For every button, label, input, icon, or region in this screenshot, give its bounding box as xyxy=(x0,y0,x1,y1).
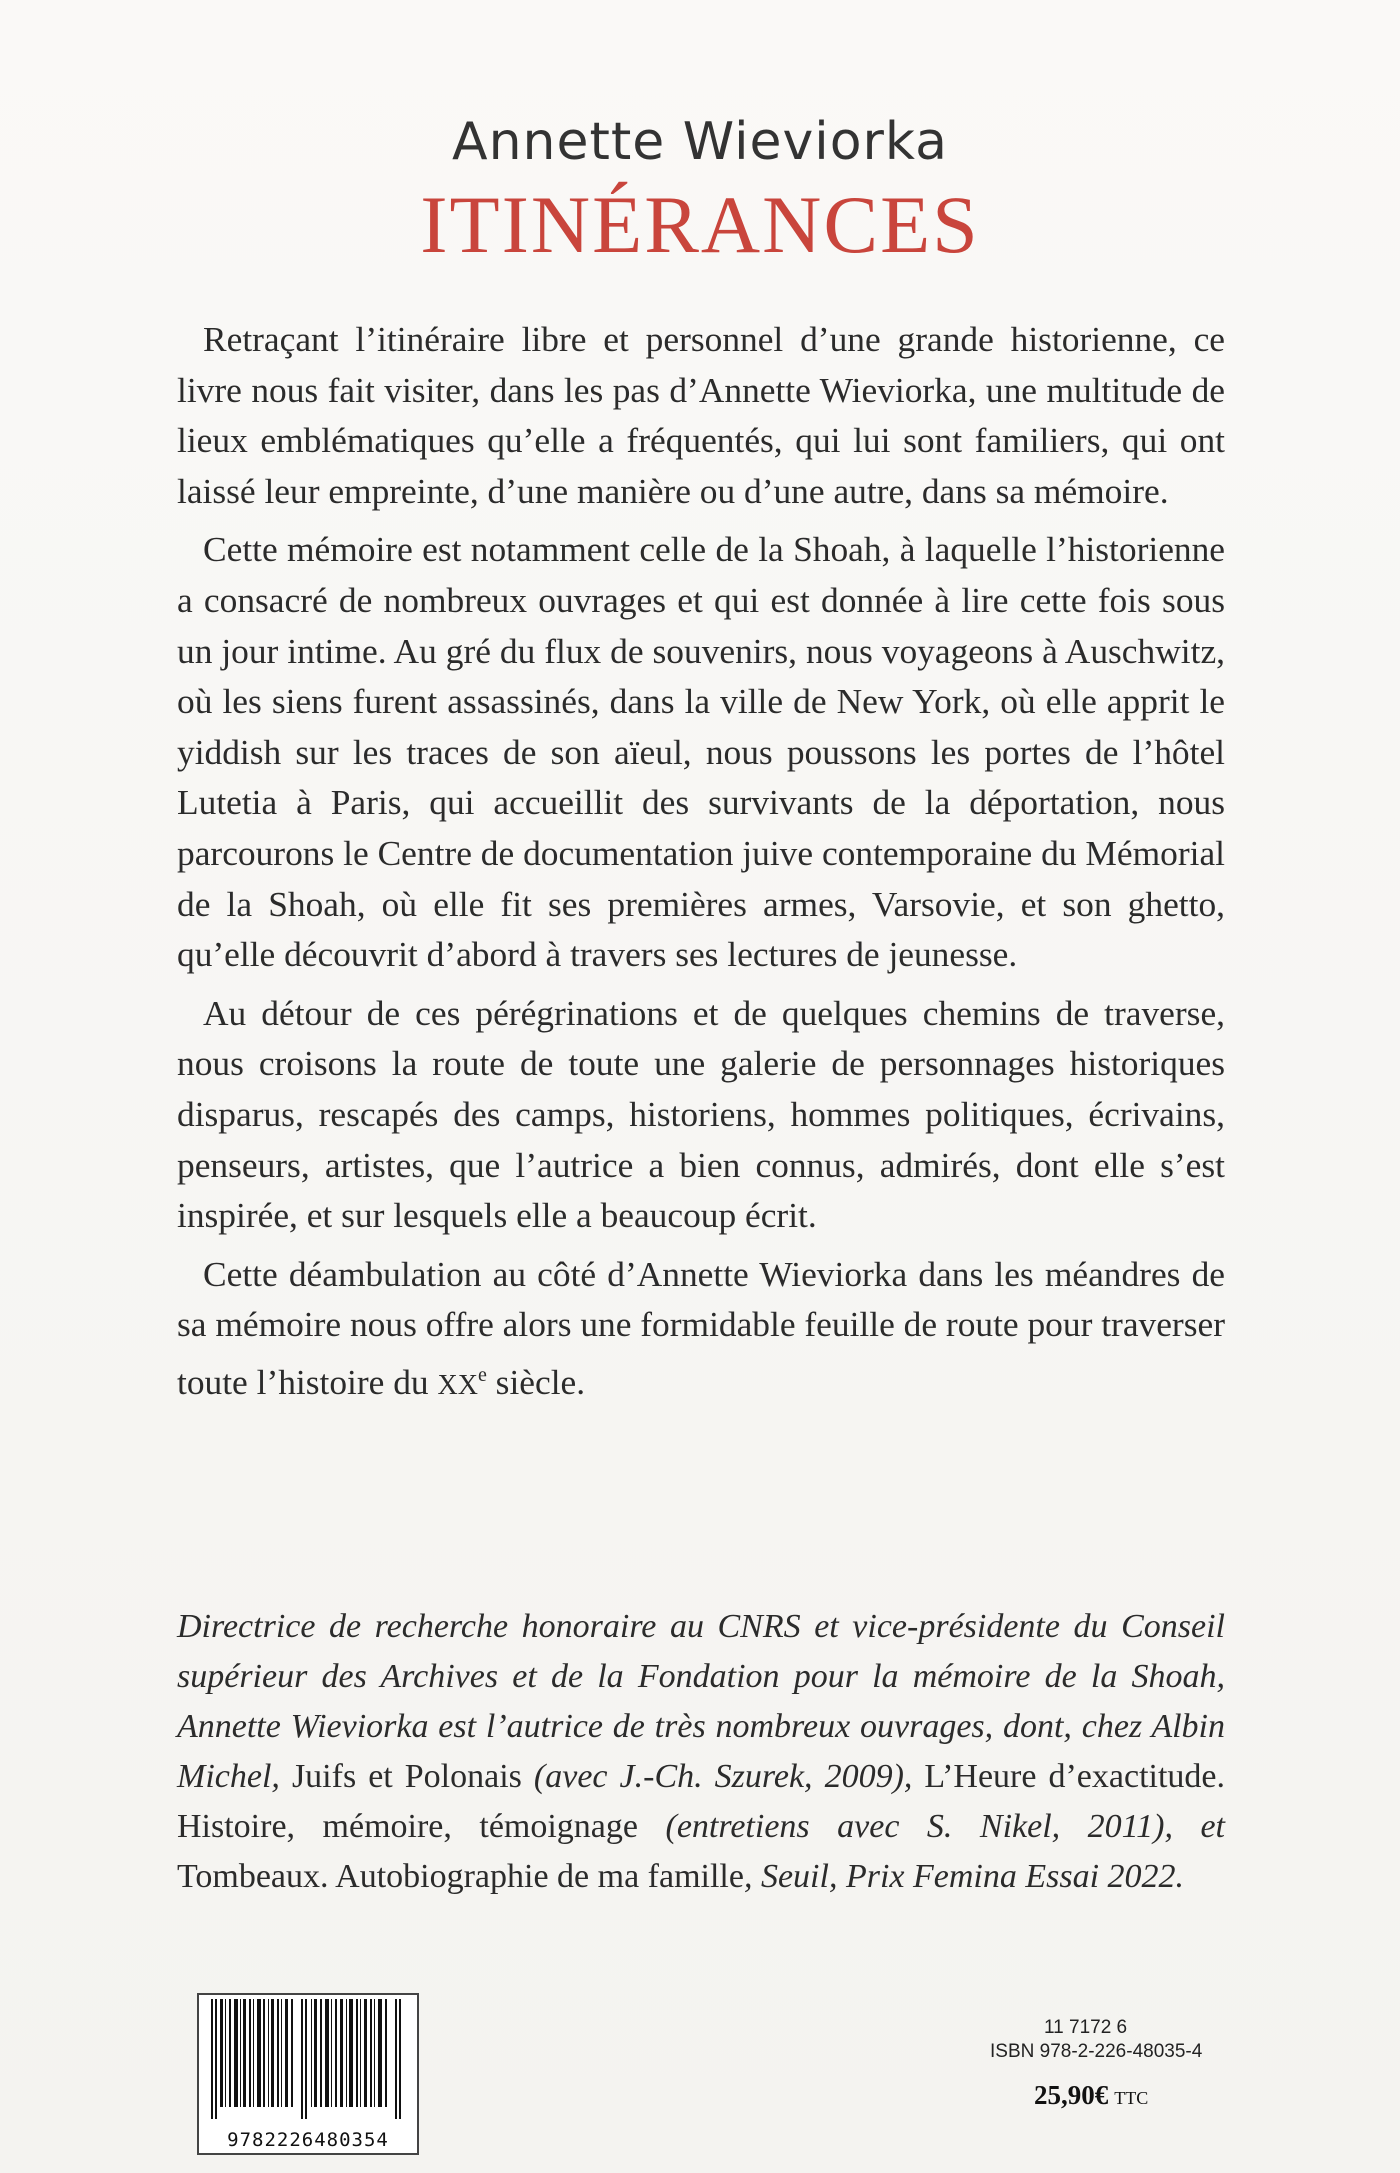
isbn: ISBN 978-2-226-48035-4 xyxy=(990,2041,1203,2062)
bio-text: Directrice de recherche honoraire au CNRS et vice-présidente du Conseil supérieur des Archives et de la Fondation pour la mémoire de la Shoah, Annette Wieviorka est l’autrice de très nombreux ouvrages, dont, chez Albin Michel, xyxy=(177,1608,1225,1795)
barcode-bars xyxy=(207,1999,407,2119)
blurb-paragraph: Retraçant l’itinéraire libre et personnel d’une grande historienne, ce livre nous fait visiter, dans les pas d’Annette Wieviorka, une multitude de lieux emblématiques qu’elle a fréquentés, qui lui sont familiers, qui ont laissé leur empreinte, d’une manière ou d’une autre, dans sa mémoire. xyxy=(177,319,1225,511)
blurb-text: Cette déambulation au côté d’Annette Wieviorka dans les méandres de sa mémoire nous offre alors une formidable feuille de route pour traverser toute l’histoire du xyxy=(177,1253,1225,1402)
product-codes xyxy=(990,2016,1240,2064)
price-suffix: TTC xyxy=(1114,2088,1149,2108)
century-suffix: e xyxy=(477,1363,487,1386)
blurb-paragraph: Cette mémoire est notamment celle de la Shoah, à laquelle l’historienne a consacré de nombreux ouvrages et qui est donnée à lire cette fois sous un jour intime. Au gré du flux de souvenirs, nous voyageons à Auschwitz, où les siens furent assassinés, dans la ville de New York, où elle apprit le yiddish sur les traces de son aïeul, nous poussons les portes de l’hôtel Lutetia à Paris, qui accueillit des survivants de la déportation, nous parcourons le Centre de documentation juive contemporaine du Mémorial de la Shoah, où elle fit ses premières armes, Varsovie, et son ghetto, qu’elle découvrit d’abord à travers ses lectures de jeunesse. xyxy=(177,529,1225,975)
bio-text: (entretiens avec S. Nikel, 2011), et xyxy=(638,1808,1225,1845)
bio-book-title: L’Heure d’exactitude. Histoire, mémoire, témoignage xyxy=(177,1758,1225,1845)
bio-book-title: Juifs et Polonais xyxy=(291,1758,522,1795)
author-name: Annette Wieviorka xyxy=(452,112,948,172)
blurb-paragraph: Au détour de ces pérégrinations et de quelques chemins de traverse, nous croisons la route de toute une galerie de personnages historiques disparus, rescapés des camps, historiens, hommes politiques, écrivains, penseurs, artistes, que l’autrice a bien connus, admirés, dont elle s’est inspirée, et sur lesquels elle a beaucoup écrit. xyxy=(177,992,1225,1236)
bio-text: , Seuil, Prix Femina Essai 2022. xyxy=(743,1858,1185,1895)
blurb xyxy=(177,314,1225,1419)
century-numeral: XX xyxy=(437,1369,478,1401)
price-amount: 25,90€ xyxy=(1034,2080,1109,2110)
blurb-text-end: siècle. xyxy=(486,1361,586,1402)
bio-book-title: Tombeaux. Autobiographie de ma famille xyxy=(177,1858,744,1895)
price xyxy=(1034,2080,1148,2111)
reference-code: 11 7172 6 xyxy=(1044,2017,1128,2038)
bio-text: (avec J.-Ch. Szurek, 2009), xyxy=(521,1758,925,1795)
barcode-number: 9782226480354 xyxy=(227,2129,389,2151)
barcode xyxy=(197,1993,419,2155)
author-bio xyxy=(177,1602,1225,1902)
book-title: ITINÉRANCES xyxy=(420,179,980,270)
blurb-paragraph xyxy=(177,1249,1225,1412)
